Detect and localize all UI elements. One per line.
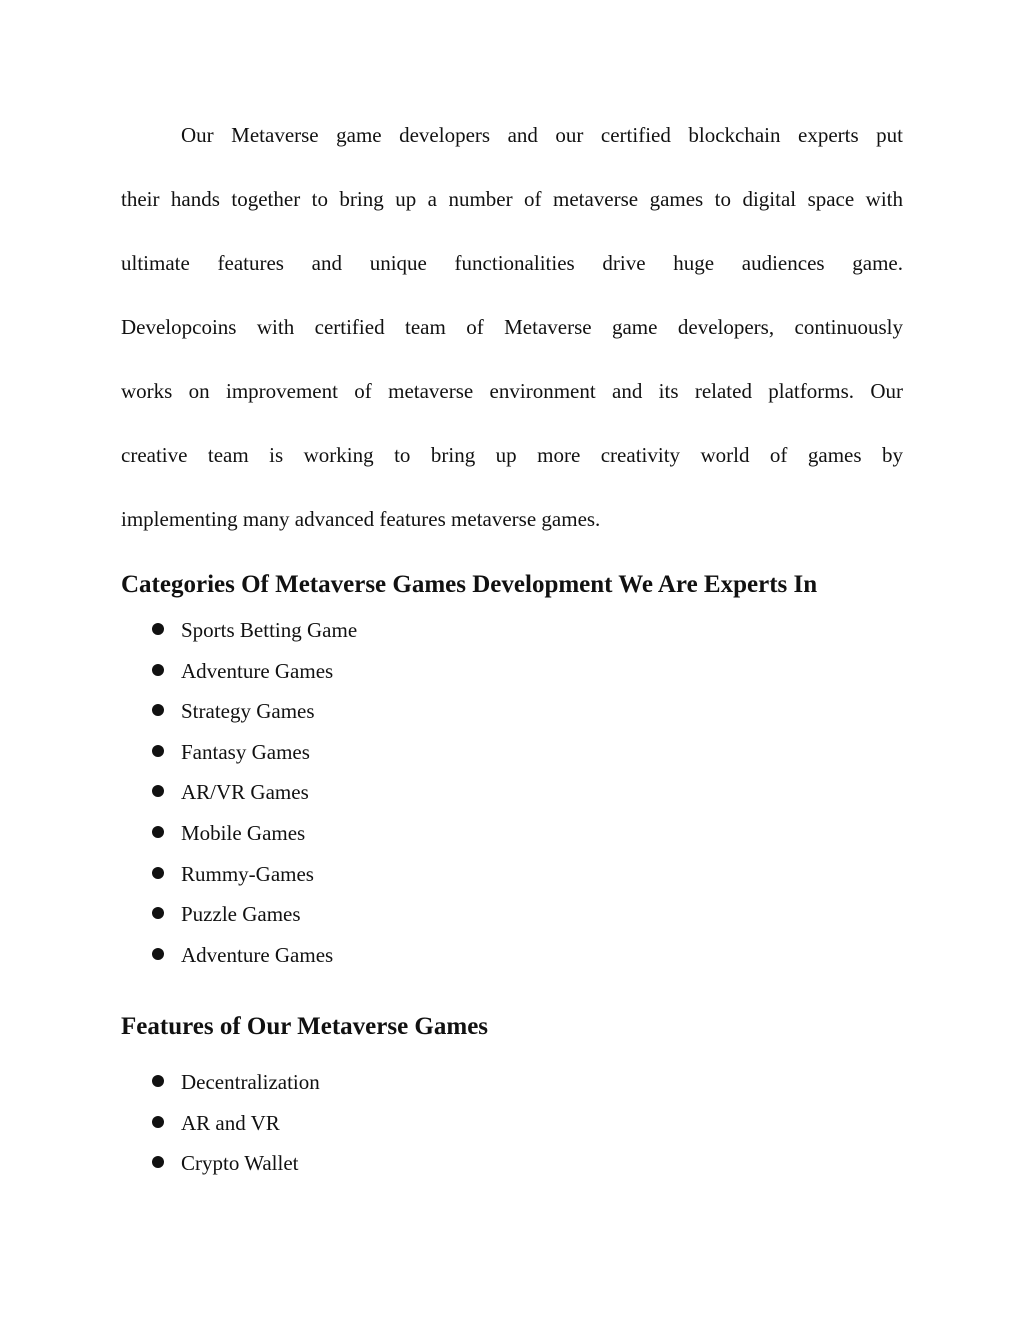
feature-item-label: Crypto Wallet <box>181 1151 299 1175</box>
list-item <box>0 941 1024 982</box>
category-item-label: Sports Betting Game <box>181 618 358 642</box>
feature-item-label: AR and VR <box>181 1110 280 1135</box>
bullet-icon <box>152 623 164 635</box>
categories-heading: Categories Of Metaverse Games Development We Are Experts In <box>121 571 818 598</box>
bullet-icon <box>152 867 164 879</box>
intro-line-4: Developcoins with certified team of Metaverse game developers, continuously <box>121 315 903 339</box>
list-item <box>0 1149 1024 1190</box>
category-item-label: Puzzle Games <box>181 902 301 927</box>
intro-line-1: Our Metaverse game developers and our certified blockchain experts put <box>181 123 903 147</box>
feature-item-label: Decentralization <box>181 1070 320 1094</box>
features-list <box>0 1068 1024 1190</box>
intro-line-3: ultimate features and unique functionalities drive huge audiences game. <box>121 251 903 275</box>
category-item-label: Mobile Games <box>181 820 306 845</box>
intro-line-6: creative team is working to bring up more creativity world of games by <box>121 443 903 467</box>
list-item <box>0 900 1024 941</box>
bullet-icon <box>152 948 164 960</box>
bullet-icon <box>152 704 164 716</box>
bullet-icon <box>152 1156 164 1168</box>
list-item <box>0 697 1024 738</box>
bullet-icon <box>152 907 164 919</box>
list-item <box>0 657 1024 698</box>
list-item <box>0 860 1024 901</box>
list-item <box>0 1068 1024 1109</box>
intro-line-7: implementing many advanced features metaverse games. <box>121 507 601 531</box>
categories-list <box>0 616 1024 981</box>
intro-line-2: their hands together to bring up a number of metaverse games to digital space with <box>121 187 903 211</box>
list-item <box>0 1109 1024 1150</box>
list-item <box>0 778 1024 819</box>
bullet-icon <box>152 1075 164 1087</box>
list-item <box>0 819 1024 860</box>
bullet-icon <box>152 1116 164 1128</box>
category-item-label: Fantasy Games <box>181 739 310 764</box>
list-item <box>0 616 1024 657</box>
bullet-icon <box>152 785 164 797</box>
category-item-label: Adventure Games <box>181 942 334 967</box>
bullet-icon <box>152 664 164 676</box>
list-item <box>0 738 1024 779</box>
category-item-label: Adventure Games <box>181 658 334 683</box>
category-item-label: Rummy-Games <box>181 861 314 886</box>
features-heading: Features of Our Metaverse Games <box>121 1013 489 1040</box>
category-item-label: Strategy Games <box>181 699 315 724</box>
category-item-label: AR/VR Games <box>181 780 309 805</box>
intro-line-5: works on improvement of metaverse environment and its related platforms. Our <box>121 379 903 403</box>
bullet-icon <box>152 745 164 757</box>
bullet-icon <box>152 826 164 838</box>
